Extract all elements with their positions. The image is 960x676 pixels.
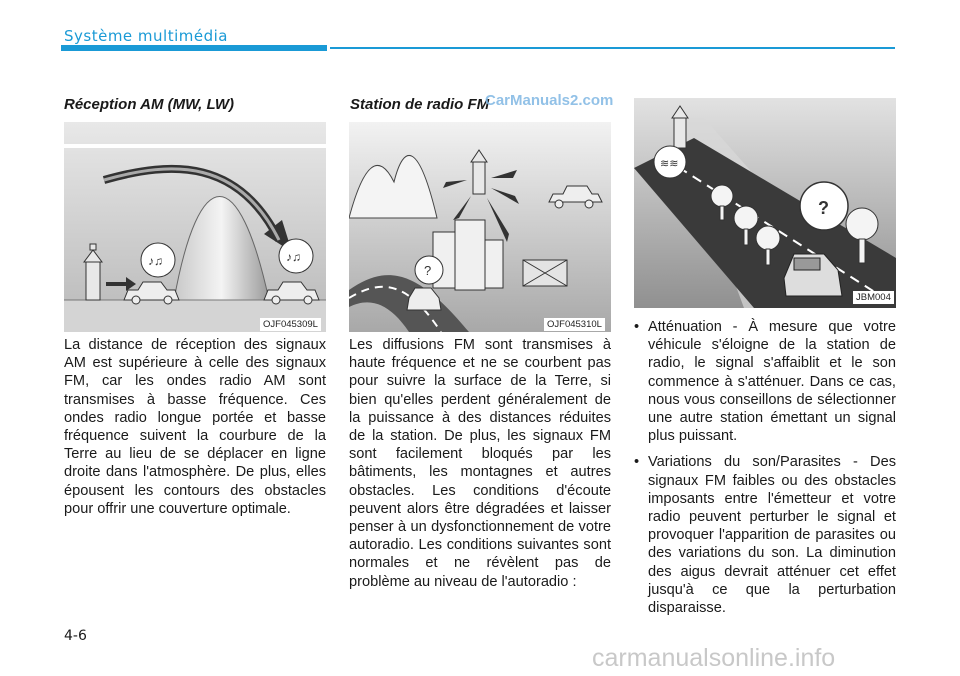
fm-paragraph: Les diffusions FM sont transmises à haute fréquence et ne se courbent pas pour suivre la surface de la Terre, si bien qu'elles perdent généralement de la puissance à des distances réduites de la station. De plus, les signaux FM sont facilement bloqués par les bâtiments, les montagnes et autres obstacles. Les conditions d'écoute peuvent alors être dégradées et laisser penser à un dysfonctionnement de votre autoradio. Les conditions suivantes sont normales et ne révèlent pas de problème au niveau de l'autoradio :	[349, 337, 611, 590]
am-heading: Réception AM (MW, LW)	[64, 96, 234, 113]
figure-code: JBM004	[853, 291, 894, 304]
bullet-list	[634, 318, 896, 625]
am-paragraph: La distance de réception des signaux AM est supérieure à celle des signaux FM, car les ondes radio AM sont transmises à basse fréquence. Ces ondes radio longue portée et basse fréquence suivent la courbure de la Terre au lieu de se déplacer en ligne droite dans l'atmosphère. De plus, elles épousent les contours des obstacles pour offrir une couverture optimale.	[64, 337, 326, 517]
fm-heading: Station de radio FM	[350, 96, 490, 113]
figure-code: OJF045309L	[260, 318, 321, 331]
watermark-bottom: carmanualsonline.info	[592, 644, 836, 672]
fade-fig-question-mark: ?	[818, 198, 829, 218]
header-rule	[330, 47, 895, 49]
fm-illustration	[349, 122, 611, 332]
section-title: Système multimédia	[64, 27, 228, 45]
list-item: • Variations du son/Parasites - Des signaux FM faibles ou des obstacles imposants entre l'émetteur et votre radio peuvent perturber le signal et provoquer l'apparition de parasites ou des variations du son. La diminution des aigus devrait atténuer cet effet jusqu'à ce que la perturbation disparaisse.	[634, 453, 896, 617]
header-accent-bar	[61, 45, 327, 51]
fade-illustration	[634, 98, 896, 308]
am-illustration	[64, 122, 326, 332]
svg-text:♪♫: ♪♫	[148, 254, 163, 268]
page-number: 4-6	[64, 628, 87, 644]
fm-fig-question-mark: ?	[424, 263, 432, 278]
svg-text:≋≋: ≋≋	[660, 158, 679, 170]
watermark-top: CarManuals2.com	[485, 92, 614, 109]
svg-text:♪♫: ♪♫	[286, 250, 301, 264]
list-item: • Atténuation - À mesure que votre véhicule s'éloigne de la station de radio, le signal s'affaiblit et le son commence à s'atténuer. Dans ce cas, nous vous conseillons de sélectionner une autre station émettant un signal plus puissant.	[634, 318, 896, 445]
figure-code: OJF045310L	[544, 318, 605, 331]
